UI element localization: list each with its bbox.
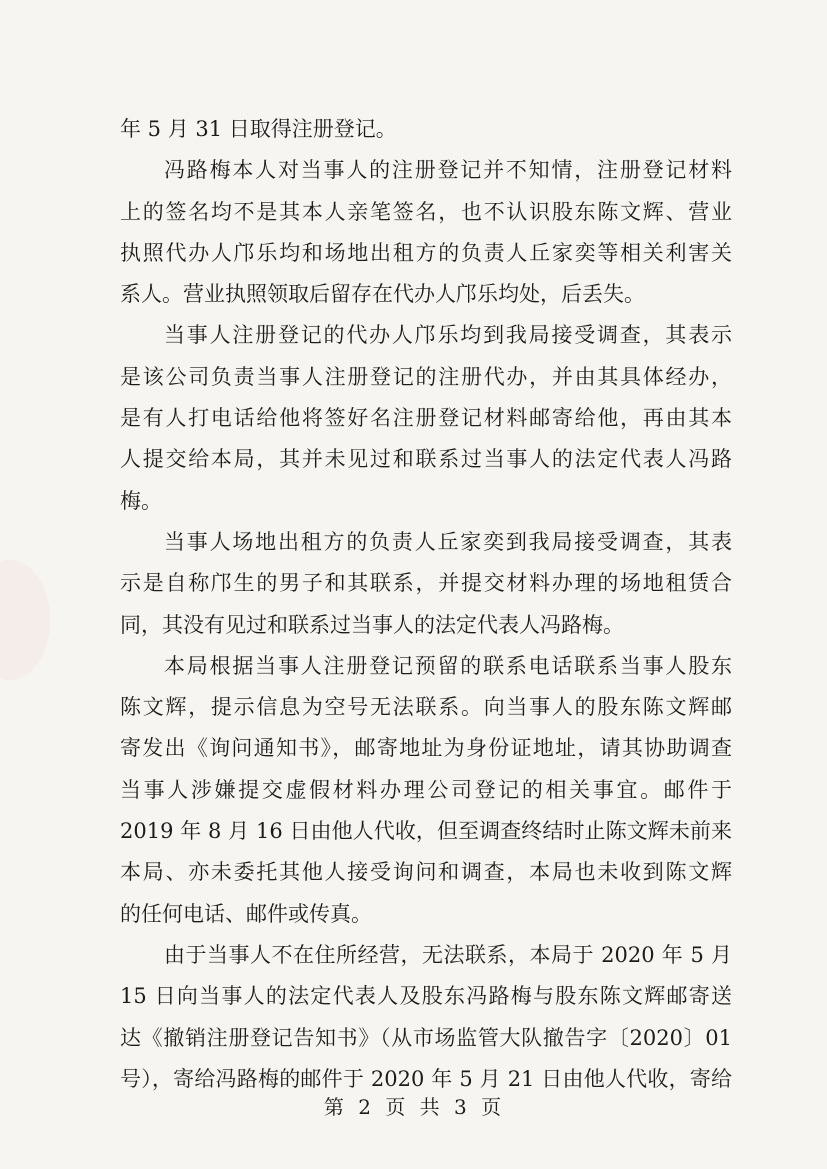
text-line: 冯路梅本人对当事人的注册登记并不知情，注册登记材料 xyxy=(164,158,732,183)
text-line: 当事人注册登记的代办人邝乐均到我局接受调查，其表示 xyxy=(164,323,732,348)
text-line: 是该公司负责当事人注册登记的注册代办，并由其具体经办， xyxy=(120,364,732,389)
text-line: 当事人涉嫌提交虚假材料办理公司登记的相关事宜。邮件于 xyxy=(120,777,732,802)
text-line: 由于当事人不在住所经营，无法联系，本局于 2020 年 5 月 xyxy=(164,942,732,967)
text-line: 年 5 月 31 日取得注册登记。 xyxy=(120,117,397,141)
text-line: 当事人场地出租方的负责人丘家奕到我局接受调查，其表 xyxy=(164,529,732,554)
text-line: 人提交给本局，其并未见过和联系过当事人的法定代表人冯路 xyxy=(120,447,732,472)
text-line: 的任何电话、邮件或传真。 xyxy=(120,901,372,926)
text-line: 本局根据当事人注册登记预留的联系电话联系当事人股东 xyxy=(164,653,732,678)
text-line: 寄发出《询问通知书》，邮寄地址为身份证地址，请其协助调查 xyxy=(120,736,732,761)
text-line: 上的签名均不是其本人亲笔签名，也不认识股东陈文辉、营业 xyxy=(120,199,732,224)
text-line: 同，其没有见过和联系过当事人的法定代表人冯路梅。 xyxy=(120,612,624,637)
text-line: 执照代办人邝乐均和场地出租方的负责人丘家奕等相关利害关 xyxy=(120,240,732,265)
text-line: 号），寄给冯路梅的邮件于 2020 年 5 月 21 日由他人代收，寄给 xyxy=(120,1066,732,1091)
text-line: 本局、亦未委托其他人接受询问和调查，本局也未收到陈文辉 xyxy=(120,860,732,885)
text-line: 是有人打电话给他将签好名注册登记材料邮寄给他，再由其本 xyxy=(120,406,732,431)
page-footer: 第 2 页 共 3 页 xyxy=(323,1095,504,1119)
text-line: 梅。 xyxy=(120,488,162,513)
text-line: 达《撤销注册登记告知书》（从市场监管大队撤告字〔2020〕01 xyxy=(120,1025,732,1050)
paper-stain xyxy=(0,560,50,680)
text-line: 示是自称邝生的男子和其联系，并提交材料办理的场地租赁合 xyxy=(120,571,732,596)
text-line: 系人。营业执照领取后留存在代办人邝乐均处，后丢失。 xyxy=(120,282,645,307)
text-line: 15 日向当事人的法定代表人及股东冯路梅与股东陈文辉邮寄送 xyxy=(120,984,732,1009)
text-line: 2019 年 8 月 16 日由他人代收，但至调查终结时止陈文辉未前来 xyxy=(120,819,732,844)
text-line: 陈文辉，提示信息为空号无法联系。向当事人的股东陈文辉邮 xyxy=(120,695,732,720)
document-body xyxy=(120,109,732,1100)
